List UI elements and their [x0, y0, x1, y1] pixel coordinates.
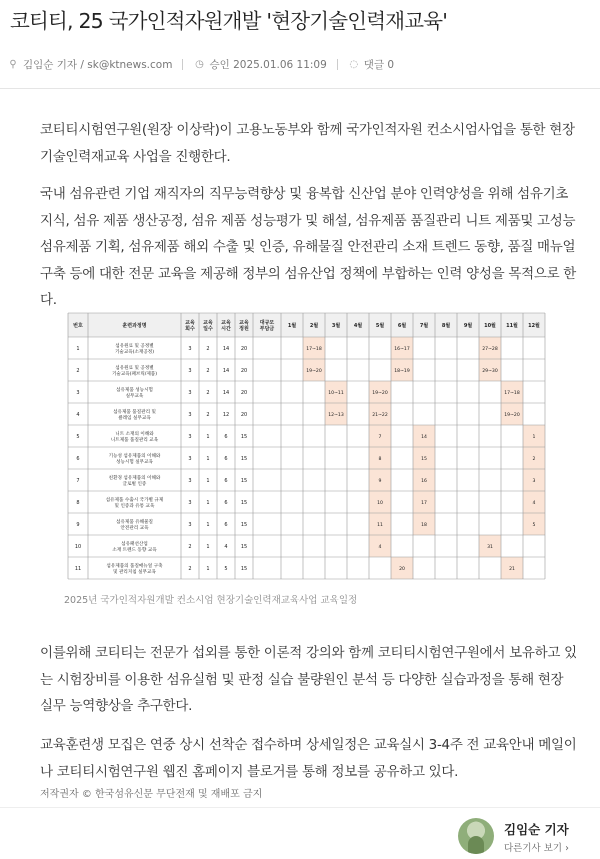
schedule-date-label: 21	[509, 567, 515, 572]
footer-divider	[0, 807, 600, 808]
user-icon: ⚲	[9, 59, 17, 70]
table-cell-no: 4	[76, 412, 80, 418]
schedule-date-label: 27~28	[482, 347, 498, 352]
reporter-avatar[interactable]	[458, 818, 494, 854]
article-paragraph: 코티티시험연구원(원장 이상락)이 고용노동부와 함께 국가인적자원 컨소시엄사업을 통한 현장기술인력재교육 사업을 진행한다.	[40, 122, 575, 165]
copyright-notice: 저작권자 © 한국섬유신문 무단전재 및 재배포 금지	[40, 789, 263, 800]
table-cell-no: 1	[76, 346, 80, 352]
schedule-date-label: 2	[532, 457, 536, 462]
schedule-date-label: 18~19	[394, 369, 410, 374]
table-cell-course: 기능성 섬유제품의 이해와 성능시험 실무교육	[108, 454, 161, 465]
table-header-cell: 번호	[73, 323, 83, 329]
schedule-date-label: 14	[421, 435, 427, 440]
schedule-date-label: 18	[421, 523, 427, 528]
table-cell-value: 15	[240, 500, 248, 506]
table-cell-no: 11	[74, 566, 82, 572]
table-cell-value: 20	[240, 412, 248, 418]
table-cell-value: 2	[206, 412, 210, 418]
table-cell-course: 섬유제품의 품질매뉴얼 구축 및 관리지침 실무교육	[106, 564, 163, 575]
schedule-date-label: 5	[532, 523, 536, 528]
table-cell-value: 14	[222, 390, 230, 396]
table-header-cell: 대규모 부담금	[259, 320, 275, 332]
table-cell-value: 20	[240, 346, 248, 352]
schedule-date-label: 19~20	[306, 369, 322, 374]
article-paragraph: 국내 섬유관련 기업 재직자의 직무능력향상 및 융복합 신산업 분야 인력양성을 위해 섬유기초지식, 섬유 제품 생산공정, 섬유 제품 성능평가 및 해설, 섬유제품 품질관리 니트 제품및 고성능 섬유제품 기획, 섬유제품 해외 수출 및 인증, 유해물질 안전관리 소재 트렌드 동향, 품질 매뉴얼 구축 등에 대한 전문 교육을 제공해 정부의 섬유산업 정책에 부합하는 인력 양성을 목적으로 한다.	[40, 186, 577, 308]
table-cell-course: 섬유제품 성능시험 실무교육	[116, 388, 153, 399]
table-cell-value: 20	[240, 390, 248, 396]
table-cell-value: 3	[188, 390, 192, 396]
table-cell-value: 3	[188, 478, 192, 484]
table-cell-value: 3	[188, 522, 192, 528]
comment-count-link[interactable]: 댓글 0	[363, 59, 395, 71]
image-caption: 2025년 국가인적자원개발 컨소시엄 현장기술인력재교육사업 교육일정	[64, 595, 358, 606]
schedule-date-label: 29~30	[482, 369, 498, 374]
table-cell-value: 12	[222, 412, 230, 418]
table-cell-value: 3	[188, 500, 192, 506]
table-header-cell: 6월	[397, 323, 407, 329]
table-cell-value: 1	[206, 478, 210, 484]
table-cell-no: 6	[76, 456, 80, 462]
schedule-date-label: 19~20	[372, 391, 388, 396]
schedule-table-image	[64, 309, 552, 581]
table-cell-course: 섬유원료 및 공정별 기술교육(소재공정)	[114, 344, 155, 355]
table-header-cell: 교육 일수	[203, 320, 213, 332]
table-header-cell: 11월	[506, 323, 518, 329]
table-cell-value: 15	[240, 566, 248, 572]
table-cell-value: 2	[188, 544, 192, 550]
table-cell-value: 6	[224, 434, 228, 440]
table-cell-no: 7	[76, 478, 80, 484]
clock-icon: ◷	[195, 59, 204, 70]
meta-divider	[337, 59, 338, 70]
table-cell-value: 6	[224, 522, 228, 528]
schedule-date-label: 1	[532, 435, 536, 440]
table-cell-value: 3	[188, 368, 192, 374]
table-header-cell: 10월	[484, 323, 496, 329]
schedule-date-label: 17~18	[306, 347, 322, 352]
table-cell-value: 3	[188, 456, 192, 462]
table-header-cell: 2월	[309, 323, 319, 329]
schedule-date-label: 4	[378, 545, 382, 550]
table-cell-course: 섬유제품 수출시 국가별 규제 및 인증과 유통 교육	[105, 498, 164, 509]
schedule-table	[64, 309, 552, 581]
table-header-cell: 8월	[441, 323, 451, 329]
schedule-date-label: 16~17	[394, 347, 410, 352]
table-cell-value: 1	[206, 500, 210, 506]
table-header-cell: 3월	[331, 323, 341, 329]
schedule-date-label: 7	[378, 435, 382, 440]
table-cell-value: 15	[240, 544, 248, 550]
schedule-date-label: 3	[532, 479, 536, 484]
table-cell-no: 8	[76, 500, 80, 506]
table-cell-value: 15	[240, 456, 248, 462]
schedule-date-label: 31	[487, 545, 493, 550]
meta-divider	[182, 59, 183, 70]
table-cell-course: 섬유패션산업 소재 트렌드 동향 교육	[112, 542, 157, 553]
table-cell-value: 14	[222, 368, 230, 374]
schedule-date-label: 19~20	[504, 413, 520, 418]
schedule-date-label: 16	[421, 479, 427, 484]
table-cell-value: 1	[206, 566, 210, 572]
table-cell-course: 니트 소재의 이해와 니트제품 품질관리 교육	[110, 432, 159, 443]
article-title: 코티티, 25 국가인적자원개발 '현장기술인력재교육'	[10, 9, 448, 33]
approved-time: 승인 2025.01.06 11:09	[209, 59, 327, 71]
byline: 김임순 기자 / sk@ktnews.com	[23, 59, 173, 71]
table-cell-value: 14	[222, 346, 230, 352]
table-cell-course: 섬유제품 유해물질 안전관리 교육	[116, 520, 153, 531]
article-paragraph: 이를위해 코티티는 전문가 섭외를 통한 이론적 강의와 함께 코티티시험연구원에서 보유하고 있는 시험장비를 이용한 섬유실험 및 판정 실습 불량원인 분석 등 다양한 실습과정을 통해 현장 실무 능역향상을 추구한다.	[40, 645, 577, 714]
table-cell-value: 1	[206, 522, 210, 528]
table-header-cell: 9월	[463, 323, 473, 329]
schedule-date-label: 11	[377, 523, 383, 528]
table-cell-no: 5	[76, 434, 80, 440]
schedule-date-label: 4	[532, 501, 536, 506]
table-cell-value: 5	[224, 566, 228, 572]
table-cell-value: 1	[206, 434, 210, 440]
other-articles-link[interactable]: 다른기사 보기 ›	[504, 843, 569, 854]
table-header-cell: 교육 시간	[221, 320, 231, 332]
table-cell-value: 2	[188, 566, 192, 572]
table-cell-value: 4	[224, 544, 228, 550]
schedule-date-label: 17~18	[504, 391, 520, 396]
table-cell-value: 1	[206, 544, 210, 550]
table-cell-value: 6	[224, 500, 228, 506]
schedule-date-label: 17	[421, 501, 427, 506]
table-cell-value: 2	[206, 368, 210, 374]
table-header-cell: 7월	[419, 323, 429, 329]
comment-icon: ◌	[349, 59, 359, 70]
schedule-date-label: 20	[399, 567, 405, 572]
schedule-date-label: 15	[421, 457, 427, 462]
table-cell-no: 9	[76, 522, 80, 528]
table-cell-value: 6	[224, 478, 228, 484]
table-cell-value: 2	[206, 346, 210, 352]
reporter-name[interactable]: 김임순 기자	[504, 822, 569, 837]
table-cell-no: 10	[74, 544, 82, 550]
article-meta	[7, 57, 394, 72]
schedule-date-label: 8	[378, 457, 382, 462]
table-cell-value: 3	[188, 412, 192, 418]
schedule-date-label: 21~22	[372, 413, 388, 418]
table-cell-value: 20	[240, 368, 248, 374]
table-cell-value: 6	[224, 456, 228, 462]
schedule-date-label: 10~11	[328, 391, 344, 396]
table-cell-course: 섬유제품 품질관리 및 클레임 실무교육	[113, 410, 156, 421]
header-divider	[0, 88, 600, 89]
table-cell-no: 3	[76, 390, 80, 396]
table-header-cell: 훈련과정명	[122, 323, 147, 329]
table-cell-no: 2	[76, 368, 80, 374]
table-header-cell: 12월	[528, 323, 540, 329]
table-header-cell: 1월	[287, 323, 297, 329]
table-cell-value: 15	[240, 522, 248, 528]
table-cell-course: 섬유원료 및 공정별 기술교육(패브릭/제품)	[111, 366, 158, 377]
table-cell-value: 15	[240, 478, 248, 484]
table-cell-value: 15	[240, 434, 248, 440]
schedule-date-label: 10	[377, 501, 383, 506]
schedule-date-label: 12~13	[328, 413, 344, 418]
table-header-cell: 교육 회수	[185, 320, 195, 332]
article-paragraph: 교육훈련생 모집은 연중 상시 선착순 접수하며 상세일정은 교육실시 3-4주 전 교육안내 메일이나 코티티시험연구원 웹진 홈페이지 블로거를 통해 정보를 공유하고 있다.	[40, 737, 577, 780]
table-cell-value: 2	[206, 390, 210, 396]
table-header-cell: 교육 정원	[239, 320, 249, 332]
table-header-cell: 5월	[375, 323, 385, 329]
table-header-cell: 4월	[353, 323, 363, 329]
table-cell-value: 3	[188, 434, 192, 440]
table-cell-value: 3	[188, 346, 192, 352]
table-cell-value: 1	[206, 456, 210, 462]
schedule-date-label: 9	[378, 479, 382, 484]
table-cell-course: 친환경 섬유제품의 이해와 글로벌 인증	[108, 476, 161, 487]
